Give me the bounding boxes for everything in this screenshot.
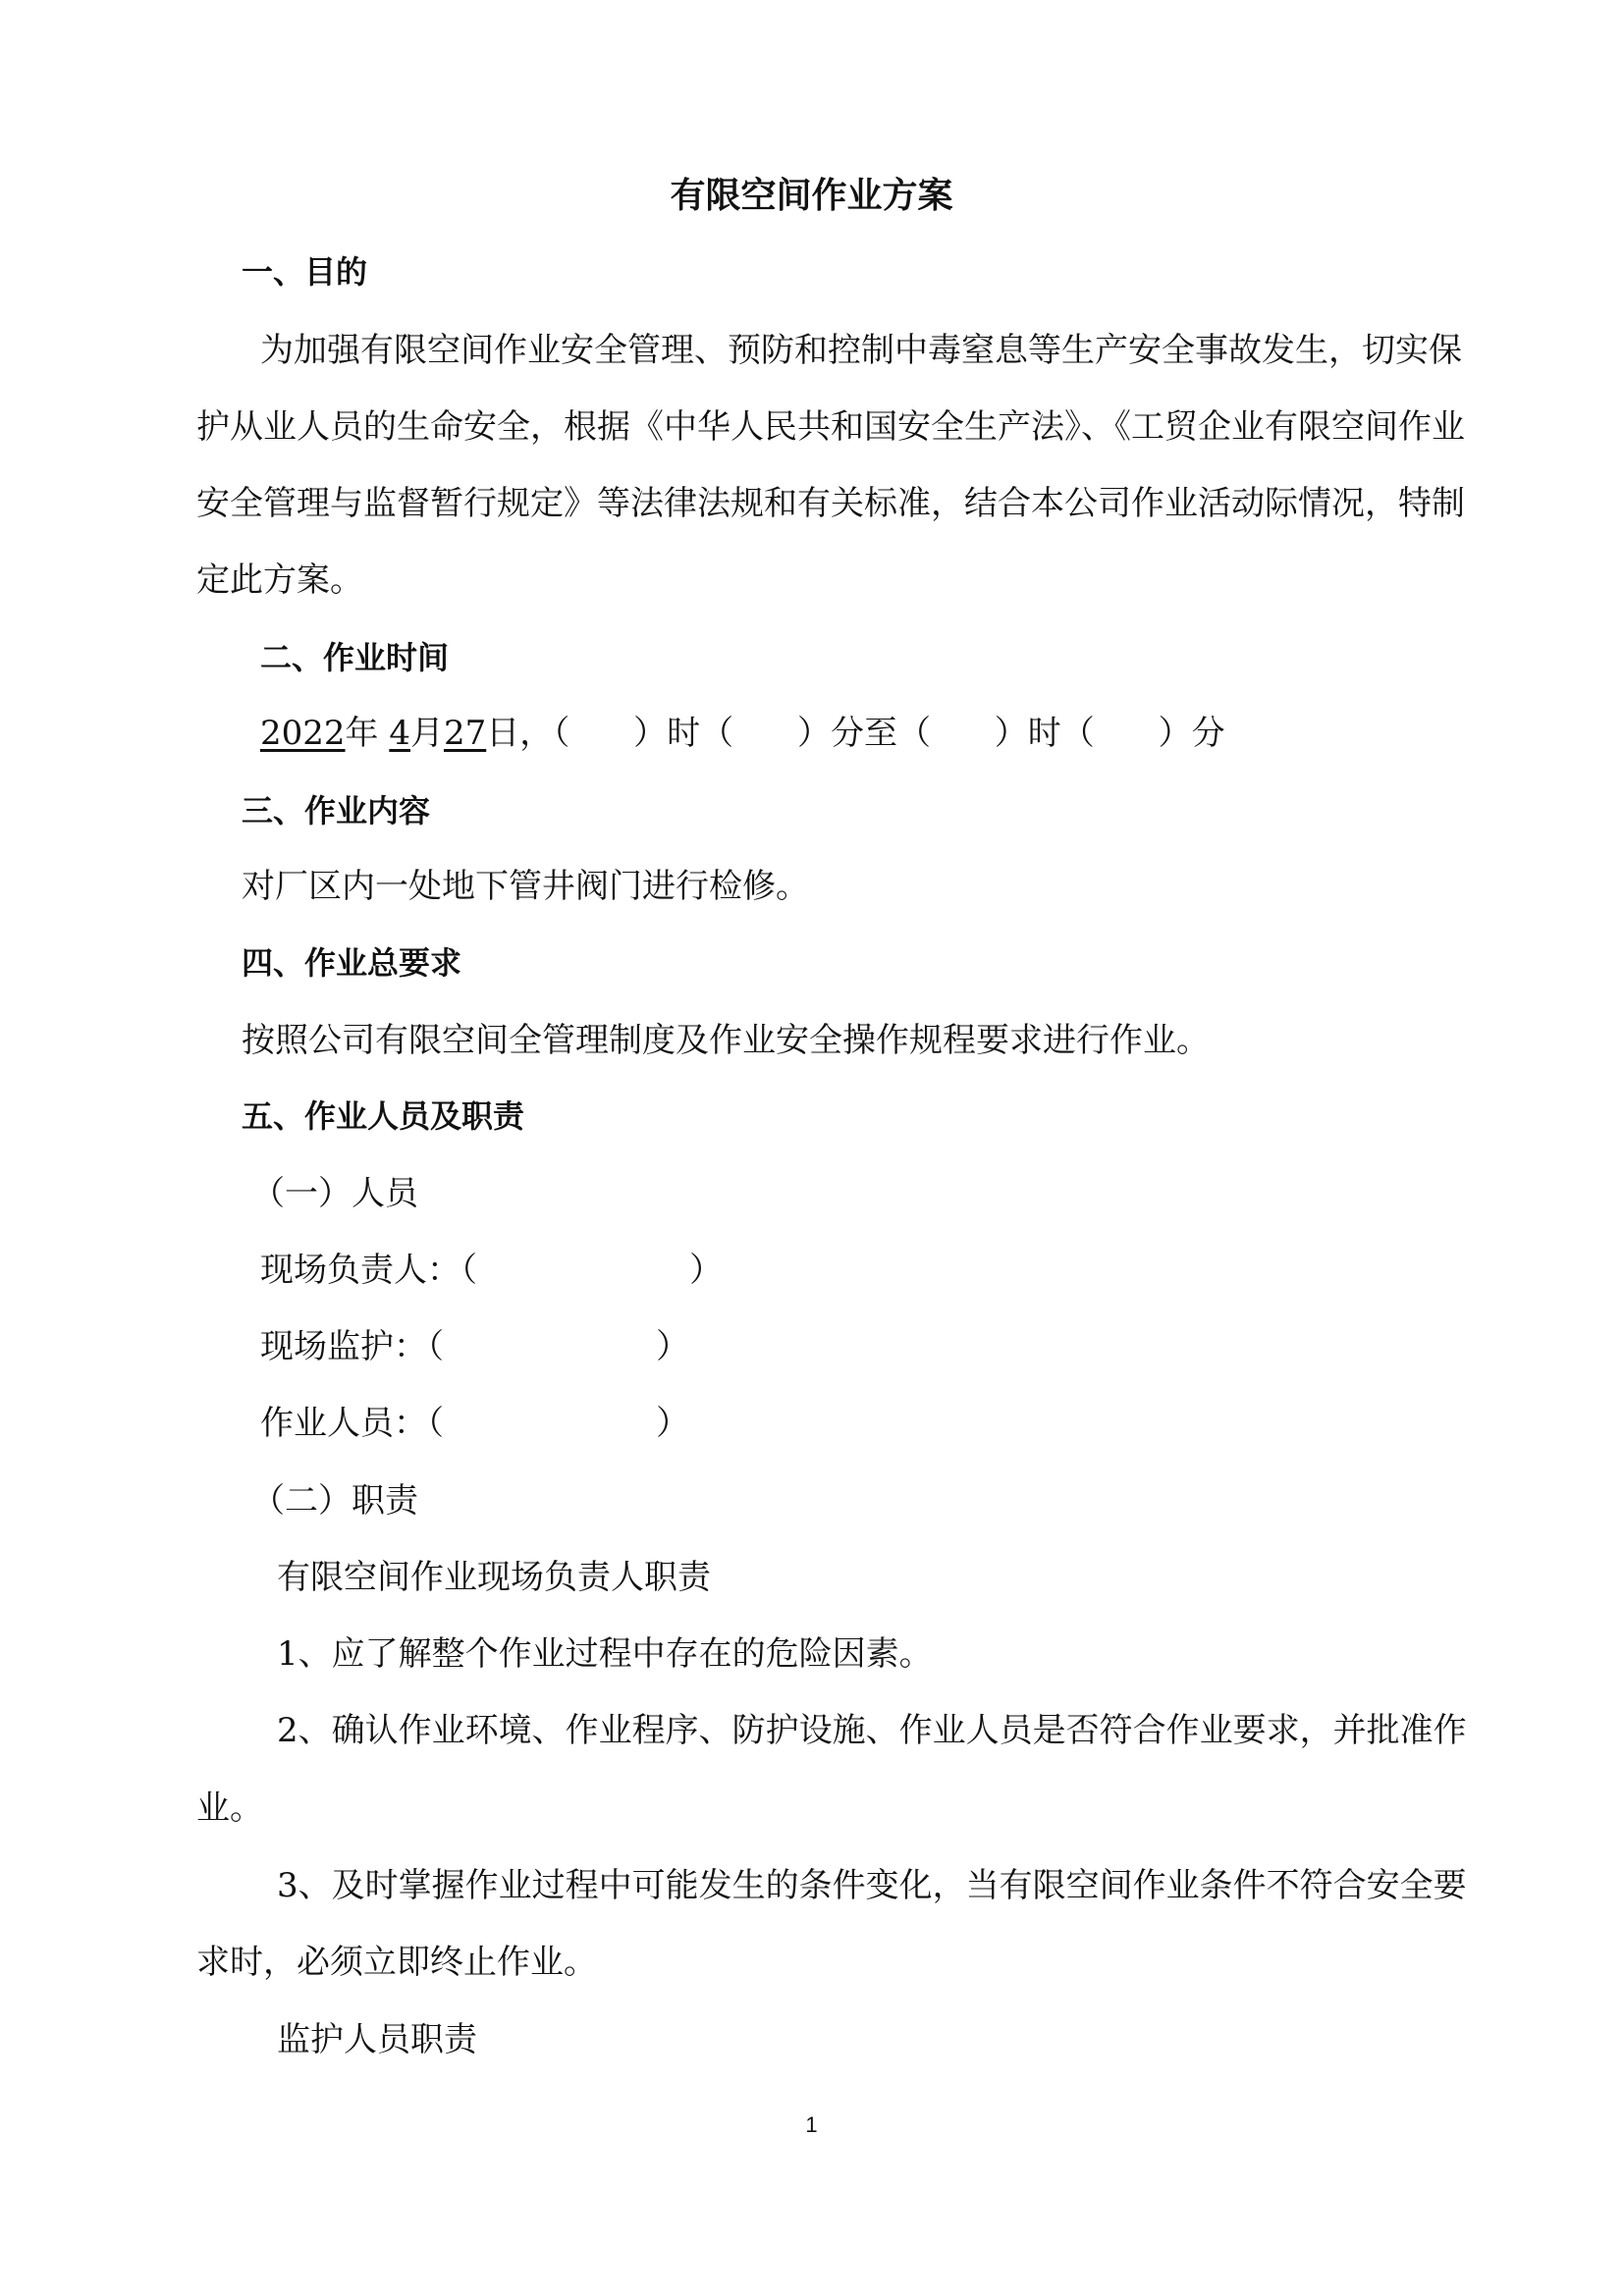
duty-item-continued: 求时，必须立即终止作业。 [196, 1943, 597, 1982]
section-heading-requirements: 四、作业总要求 [242, 944, 462, 982]
section-heading-purpose: 一、目的 [242, 253, 368, 291]
requirements-text: 按照公司有限空间全管理制度及作业安全操作规程要求进行作业。 [242, 1021, 1210, 1060]
document-title: 有限空间作业方案 [670, 176, 953, 216]
section-heading-time: 二、作业时间 [260, 639, 450, 676]
duty-item: 1、应了解整个作业过程中存在的危险因素。 [277, 1634, 933, 1674]
page-number: 1 [805, 2112, 818, 2137]
section-heading-content: 三、作业内容 [242, 792, 431, 829]
day-value: 27 [443, 714, 487, 753]
duty-item: 3、及时掌握作业过程中可能发生的条件变化，当有限空间作业条件不符合安全要 [277, 1866, 1467, 1905]
month-unit: 月 [409, 714, 444, 753]
year-value: 2022 [260, 714, 346, 753]
paragraph-line: 为加强有限空间作业安全管理、预防和控制中毒窒息等生产安全事故发生，切实保 [260, 331, 1462, 370]
supervisor-field: 现场监护：（ ） [260, 1327, 690, 1366]
duty-item: 2、确认作业环境、作业程序、防护设施、作业人员是否符合作业要求，并批准作 [277, 1711, 1467, 1750]
paragraph-line: 安全管理与监督暂行规定》等法律法规和有关标准，结合本公司作业活动际情况，特制 [196, 484, 1465, 523]
work-time-line [260, 714, 1225, 753]
monitor-duty-title: 监护人员职责 [277, 2020, 477, 2059]
duty-item-continued: 业。 [196, 1789, 263, 1828]
paragraph-line: 护从业人员的生命安全，根据《中华人民共和国安全生产法》、《工贸企业有限空间作业 [196, 407, 1465, 447]
subheading-duties: （二）职责 [251, 1481, 418, 1521]
month-value: 4 [389, 714, 410, 753]
paragraph-line: 定此方案。 [196, 561, 363, 600]
time-range: 日，（ ）时（ ）分至（ ）时（ ）分 [486, 714, 1225, 753]
year-unit: 年 [345, 714, 379, 753]
section-heading-personnel: 五、作业人员及职责 [242, 1097, 525, 1135]
leader-duty-title: 有限空间作业现场负责人职责 [277, 1558, 711, 1597]
content-text: 对厂区内一处地下管井阀门进行检修。 [242, 867, 809, 906]
person-in-charge-field: 现场负责人：（ ） [260, 1251, 724, 1290]
subheading-personnel: （一）人员 [251, 1174, 418, 1213]
workers-field: 作业人员：（ ） [260, 1404, 690, 1443]
